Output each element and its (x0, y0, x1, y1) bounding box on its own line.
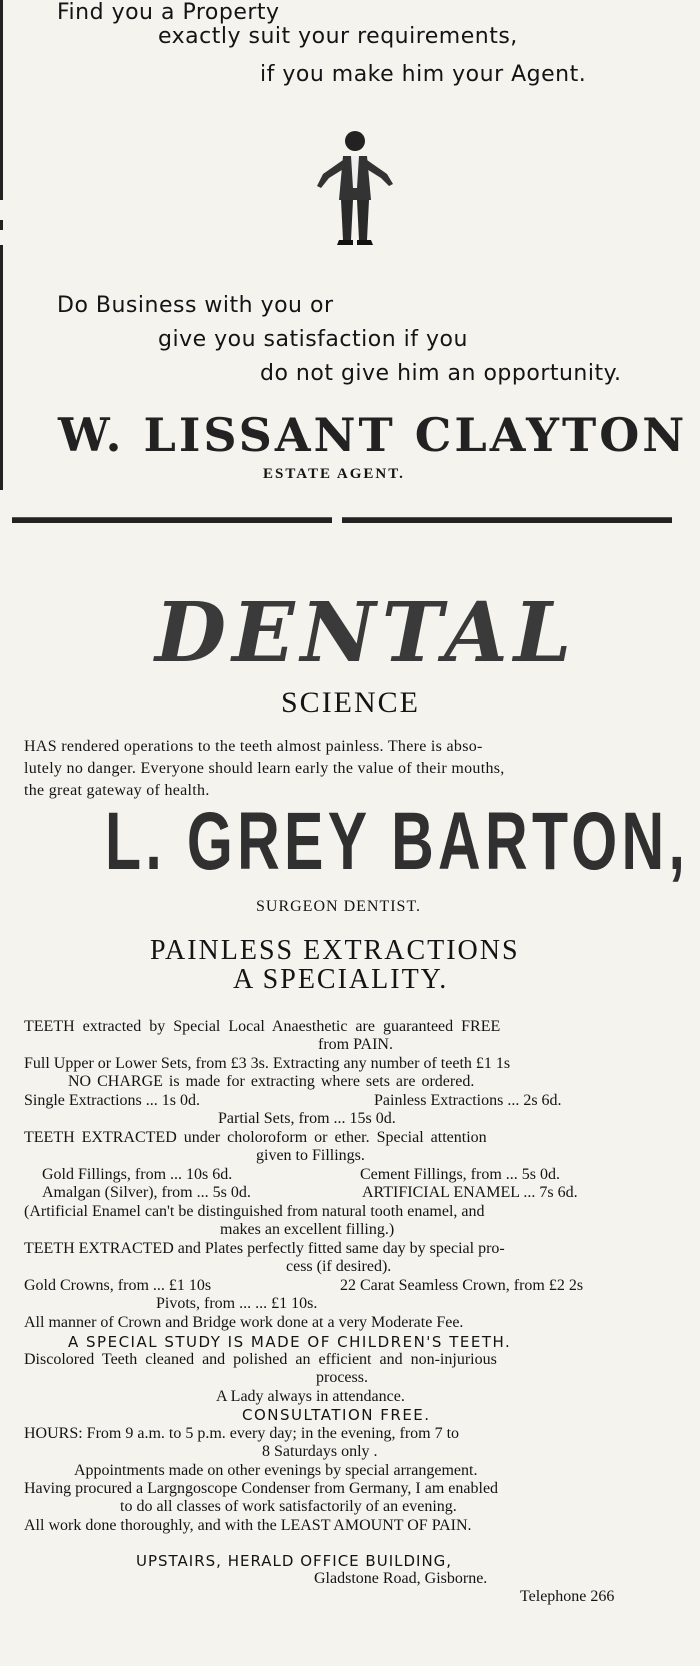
price-line: All manner of Crown and Bridge work done at a very Moderate Fee. (24, 1314, 464, 1331)
telephone-line: Telephone 266 (520, 1588, 615, 1605)
margin-rule (0, 0, 3, 200)
price-line: NO CHARGE is made for extracting where sets are ordered. (68, 1073, 475, 1090)
specialty-line-1: PAINLESS EXTRACTIONS (150, 935, 520, 966)
price-line: makes an excellent filling.) (220, 1221, 395, 1238)
agent-line-4: Do Business with you or (57, 293, 334, 318)
agent-line-5: give you satisfaction if you (158, 327, 468, 352)
price-line: Cement Fillings, from ... 5s 0d. (360, 1166, 560, 1183)
price-line: TEETH extracted by Special Local Anaesthetic are guaranteed FREE (24, 1018, 501, 1035)
agent-title: ESTATE AGENT. (263, 466, 405, 482)
address-line: Gladstone Road, Gisborne. (314, 1570, 488, 1587)
price-line: to do all classes of work satisfactorily of an evening. (120, 1498, 457, 1515)
price-line: Gold Crowns, from ... £1 10s (24, 1277, 212, 1294)
agent-line-3: if you make him your Agent. (260, 62, 587, 87)
price-line: Appointments made on other evenings by special arrangement. (74, 1462, 478, 1479)
price-line: Having procured a Largngoscope Condenser from Germany, I am enabled (24, 1480, 499, 1497)
gentleman-illustration (305, 128, 405, 248)
price-line: TEETH EXTRACTED under choloroform or ether. Special attention (24, 1129, 487, 1146)
price-line: 22 Carat Seamless Crown, from £2 2s (340, 1277, 584, 1294)
price-line: from PAIN. (318, 1036, 393, 1053)
hours-line: 8 Saturdays only . (262, 1443, 378, 1460)
science-subheading: SCIENCE (281, 686, 421, 719)
address-line: UPSTAIRS, HERALD OFFICE BUILDING, (136, 1552, 453, 1570)
intro-line: HAS rendered operations to the teeth almost painless. There is abso- (24, 738, 483, 755)
intro-line: lutely no danger. Everyone should learn early the value of their mouths, (24, 760, 505, 777)
price-line: Partial Sets, from ... 15s 0d. (218, 1110, 396, 1127)
price-line: Pivots, from ... ... £1 10s. (156, 1295, 318, 1312)
price-line: A Lady always in attendance. (216, 1388, 405, 1405)
agent-line-1: Find you a Property (57, 0, 280, 25)
dentist-name: L. GREY BARTON, (105, 796, 690, 887)
dental-heading: DENTAL (155, 585, 578, 681)
price-line: Discolored Teeth cleaned and polished an efficient and non-injurious (24, 1351, 497, 1368)
price-line: process. (316, 1369, 368, 1386)
price-line: (Artificial Enamel can't be distinguished from natural tooth enamel, and (24, 1203, 485, 1220)
price-line: TEETH EXTRACTED and Plates perfectly fitted same day by special pro- (24, 1240, 505, 1257)
price-line: Painless Extractions ... 2s 6d. (374, 1092, 562, 1109)
price-line: Full Upper or Lower Sets, from £3 3s. Extracting any number of teeth £1 1s (24, 1055, 511, 1072)
margin-rule (0, 245, 3, 490)
specialty-line-2: A SPECIALITY. (233, 964, 449, 995)
price-line: given to Fillings. (256, 1147, 365, 1164)
section-divider (342, 517, 672, 523)
intro-line: the great gateway of health. (24, 782, 210, 799)
children-notice: A SPECIAL STUDY IS MADE OF CHILDREN'S TEETH. (68, 1333, 512, 1351)
section-divider (12, 517, 332, 523)
price-line: ARTIFICIAL ENAMEL ... 7s 6d. (362, 1184, 578, 1201)
dentist-title: SURGEON DENTIST. (256, 898, 422, 915)
price-line: Single Extractions ... 1s 0d. (24, 1092, 200, 1109)
price-line: Amalgan (Silver), from ... 5s 0d. (42, 1184, 251, 1201)
consultation-notice: CONSULTATION FREE. (242, 1406, 431, 1424)
price-line: cess (if desired). (286, 1258, 392, 1275)
price-line: All work done thoroughly, and with the LEAST AMOUNT OF PAIN. (24, 1517, 472, 1534)
agent-line-2: exactly suit your requirements, (158, 24, 518, 49)
price-line: Gold Fillings, from ... 10s 6d. (42, 1166, 233, 1183)
agent-name: W. LISSANT CLAYTON (58, 408, 688, 462)
agent-line-6: do not give him an opportunity. (260, 361, 622, 386)
margin-rule (0, 220, 3, 230)
hours-line: HOURS: From 9 a.m. to 5 p.m. every day; in the evening, from 7 to (24, 1425, 460, 1442)
